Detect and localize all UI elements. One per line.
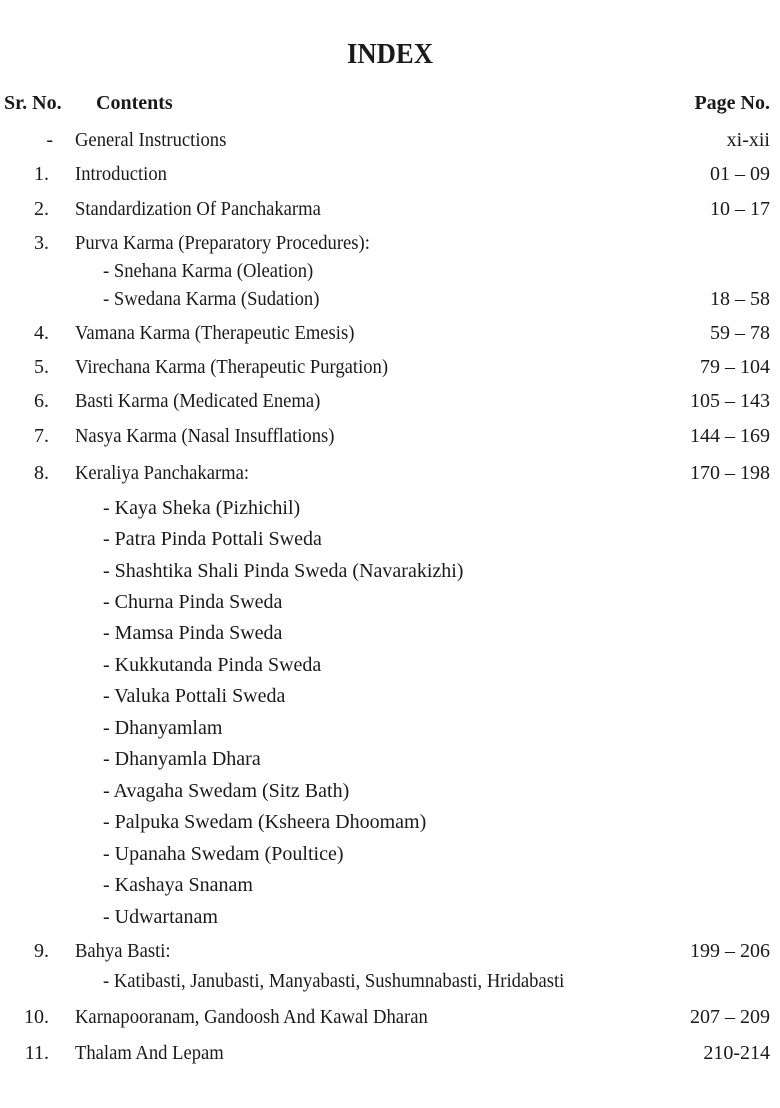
- entry-pages: 10 – 17: [710, 198, 770, 220]
- entry-pages: 59 – 78: [710, 322, 770, 344]
- subentry-title: - Patra Pinda Pottali Sweda: [103, 528, 322, 550]
- index-subentry: [0, 842, 780, 866]
- index-entry: [0, 389, 780, 413]
- entry-sr-no: 1.: [34, 163, 49, 185]
- subentry-title: - Dhanyamla Dhara: [103, 748, 261, 770]
- entry-sr-no: 3.: [34, 232, 49, 254]
- entry-sr-no: -: [46, 129, 53, 151]
- index-entry: [0, 128, 780, 152]
- index-subentry: [0, 779, 780, 803]
- entry-sr-no: 9.: [34, 940, 49, 962]
- entry-sr-no: 7.: [34, 425, 49, 447]
- entry-title: Thalam And Lepam: [75, 1042, 224, 1064]
- entry-title: Basti Karma (Medicated Enema): [75, 390, 321, 412]
- index-subentry: [0, 496, 780, 520]
- entry-sr-no: 6.: [34, 390, 49, 412]
- subentry-title: - Upanaha Swedam (Poultice): [103, 843, 344, 865]
- column-header-contents: Contents: [96, 92, 173, 114]
- subentry-title: - Dhanyamlam: [103, 717, 223, 739]
- index-subentry: [0, 716, 780, 740]
- entry-pages: 01 – 09: [710, 163, 770, 185]
- index-entry: [0, 162, 780, 186]
- entry-title: General Instructions: [75, 129, 227, 151]
- entry-title: Karnapooranam, Gandoosh And Kawal Dharan: [75, 1006, 428, 1028]
- entry-pages: 105 – 143: [690, 390, 770, 412]
- entry-pages: xi-xii: [726, 129, 770, 151]
- entry-pages: 170 – 198: [690, 462, 770, 484]
- entry-sr-no: 8.: [34, 462, 49, 484]
- index-subentry: [0, 873, 780, 897]
- subentry-title: - Kaya Sheka (Pizhichil): [103, 497, 301, 519]
- index-subentry: [0, 259, 780, 283]
- entry-sr-no: 11.: [24, 1042, 49, 1064]
- index-subentry: [0, 684, 780, 708]
- entry-sr-no: 2.: [34, 198, 49, 220]
- entry-title: Virechana Karma (Therapeutic Purgation): [75, 356, 389, 378]
- index-subentry: [0, 969, 780, 993]
- page-title: INDEX: [347, 38, 433, 70]
- subentry-title: - Snehana Karma (Oleation): [103, 260, 314, 282]
- index-entry: [0, 1041, 780, 1065]
- subentry-title: - Kukkutanda Pinda Sweda: [103, 654, 322, 676]
- index-entry: [0, 197, 780, 221]
- column-header-sr-no: Sr. No.: [4, 92, 62, 114]
- subentry-title: - Kashaya Snanam: [103, 874, 253, 896]
- entry-pages: 79 – 104: [700, 356, 770, 378]
- entry-sr-no: 10.: [24, 1006, 49, 1028]
- subentry-title: - Churna Pinda Sweda: [103, 591, 283, 613]
- entry-title: Keraliya Panchakarma:: [75, 462, 250, 484]
- index-subentry: [0, 590, 780, 614]
- index-subentry: [0, 527, 780, 551]
- subentry-title: - Valuka Pottali Sweda: [103, 685, 286, 707]
- entry-pages: 210-214: [703, 1042, 770, 1064]
- entry-pages: 144 – 169: [690, 425, 770, 447]
- entry-title: Purva Karma (Preparatory Procedures):: [75, 232, 370, 254]
- index-entry: [0, 939, 780, 963]
- entry-title: Bahya Basti:: [75, 940, 171, 962]
- entry-title: Nasya Karma (Nasal Insufflations): [75, 425, 335, 447]
- entry-sr-no: 5.: [34, 356, 49, 378]
- index-subentry: [0, 559, 780, 583]
- index-entry: [0, 1005, 780, 1029]
- index-subentry: [0, 287, 780, 311]
- subentry-title: - Mamsa Pinda Sweda: [103, 622, 283, 644]
- index-subentry: [0, 653, 780, 677]
- subentry-title: - Palpuka Swedam (Ksheera Dhoomam): [103, 811, 427, 833]
- entry-title: Standardization Of Panchakarma: [75, 198, 321, 220]
- entry-sr-no: 4.: [34, 322, 49, 344]
- index-entry: [0, 231, 780, 255]
- subentry-title: - Swedana Karma (Sudation): [103, 288, 320, 310]
- index-entry: [0, 321, 780, 345]
- subentry-title: - Udwartanam: [103, 906, 218, 928]
- index-subentry: [0, 747, 780, 771]
- subentry-title: - Avagaha Swedam (Sitz Bath): [103, 780, 350, 802]
- index-subentry: [0, 621, 780, 645]
- index-subentry: [0, 905, 780, 929]
- column-header-page-no: Page No.: [694, 92, 770, 114]
- entry-title: Introduction: [75, 163, 167, 185]
- index-entry: [0, 424, 780, 448]
- entry-pages: 18 – 58: [710, 288, 770, 310]
- subentry-title: - Katibasti, Janubasti, Manyabasti, Sushumnabasti, Hridabasti: [103, 970, 565, 992]
- subentry-title: - Shashtika Shali Pinda Sweda (Navarakizhi): [103, 560, 464, 582]
- index-subentry: [0, 810, 780, 834]
- index-entry: [0, 355, 780, 379]
- entry-pages: 199 – 206: [690, 940, 770, 962]
- index-entry: [0, 461, 780, 485]
- entry-pages: 207 – 209: [690, 1006, 770, 1028]
- entry-title: Vamana Karma (Therapeutic Emesis): [75, 322, 355, 344]
- index-header-row: [0, 92, 780, 118]
